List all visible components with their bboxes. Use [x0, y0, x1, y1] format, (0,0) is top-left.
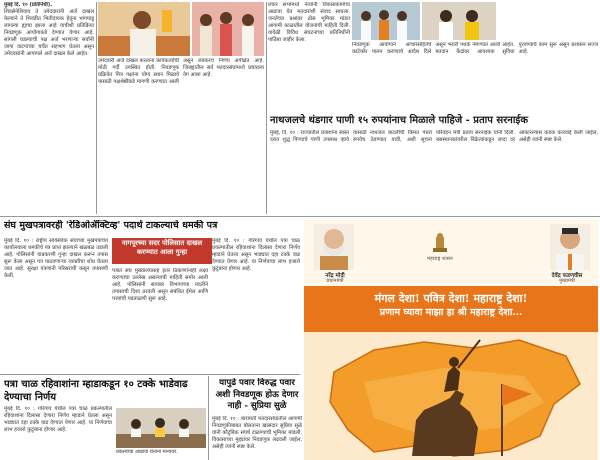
headline-nathjal: नाथजलचे थंडगार पाणी १५ रुपयांनाच मिळाले पाहिजे - प्रताप सरनाईक — [270, 115, 529, 126]
article-patra-body — [4, 406, 112, 460]
photo-delegation — [352, 2, 420, 40]
article-body: उमेदवारी अर्ज दाखल करताना कार्यकर्त्यांची मोठी गर्दी उपस्थित होती. निवडणूक प्रक्रियेत मित्र पक्षांना योग्य स्थान मिळावे यासाठी पक्षश्रेष्ठींकडे मागणी करण्यात आली असून लवकरच निर्णय अपेक्षित आहे. जिल्ह्यातील सर्व मतदारसंघांमध्ये प्रचाराला वेग आला आहे. — [98, 58, 264, 85]
article-body: मुंबई दि. १० : बारामती मतदारसंघातील आगामी निवडणुकीबाबत बोलताना खासदार सुप्रिया सुळे यांनी कौटुंबिक संघर्ष टाळण्याची भूमिका मांडली. विकासाच्या मुद्द्यांवर निवडणूक लढवली जाईल, असेही त्यांनी स्पष्ट केले. — [212, 416, 302, 450]
article-body: मुंबई, दि. १० : राज्यातील प्रवाशांना स्वस्त दरात शुद्ध पिण्याचे पाणी उपलब्ध व्हावे यासाठी नाथजल बाटलीची किंमत पंधरा रुपयेच ठेवण्यात यावी, अशी सूचना परिवहन मंत्री प्रताप सरनाईक यांनी दिली. बसस्थानकांवरील विक्रेत्यांकडून जादा दर आकारल्यास कडक कारवाई केली जाईल, असेही त्यांनी स्पष्ट केले. — [270, 130, 598, 143]
photo-caption: प्रकल्पाचा आढावा घेताना मान्यवर. — [116, 449, 178, 455]
photo-politician-speaking — [98, 2, 190, 56]
photo-group-ceremony — [192, 2, 264, 56]
headline-patra-chawl: पत्रा चाळ रहिवाशांना म्हाडाकडून १० टक्के भाडेवाढ देण्याचा निर्णय — [4, 379, 188, 403]
article-top-right-a — [268, 2, 350, 108]
article-pawar-body — [212, 416, 302, 460]
leader-right-photo — [550, 224, 590, 270]
article-rss-col3 — [212, 238, 300, 372]
article-body: मुंबई दि. १० : गोरेगाव येथील पत्रा चाळ प्रकल्पातील रहिवाशांना दिलासा देणारा निर्णय म्हाडाने घेतला असून भाड्यात दहा टक्के वाढ देण्यात येणार आहे. या निर्णयाचा लाभ हजारो कुटुंबांना होणार आहे. — [4, 406, 112, 433]
article-top-left — [4, 2, 94, 214]
maharashtra-map-artwork — [304, 332, 598, 460]
article-body: शिवसेनेशिवाय ते उमेदवारांनी अर्ज दाखल केल्याने ते भिवंडीत भितीदायक हेतूंना भागपाडू लागल्या ह्याचा झाला आहे याचीशी प्रतिक्रिया निवडणूक आयोगाकडे देण्यात येणार आहे. सांगली घडल्याची पक्ष अर्ज भरणाऱ्या सर्वांनी जागा वाटपाच्या चर्चेत सहभाग घेतला असून उमेदवारांनी आपापले अर्ज दाखल केले आहेत. — [4, 9, 94, 57]
dateline: मुंबई दि. १० (प्रतिनिधी). — [4, 2, 53, 8]
leader-right-title: मुख्यमंत्री — [559, 278, 575, 284]
article-rss-col2 — [112, 268, 208, 372]
article-top-mid — [98, 58, 264, 214]
nagpur-police-box: नागपूरच्या सदर पोलिसात दाखल करण्यात आला गुन्हा — [112, 238, 212, 264]
article-nathjal-body — [270, 130, 598, 214]
photo-official — [422, 2, 496, 40]
article-rss-body — [4, 238, 108, 372]
leader-left-photo — [314, 224, 354, 270]
article-body: मुंबई दि. १० : राष्ट्रीय स्वयंसेवक संघाच्या मुखपत्राच्या कार्यालयाला धमकीचे पत्र प्राप्त झाल्याने खळबळ उडाली आहे. पोलिसांनी याप्रकरणी गुन्हा दाखल करून तपास सुरू केला असून पत्र पाठवणाऱ्या व्यक्तीचा शोध घेतला जात आहे. सुरक्षा यंत्रणांनी परिसराची कसून तपासणी केली. — [4, 238, 108, 279]
tagline-line2: प्रणाम घ्यावा माझा हा श्री महाराष्ट्र देशा... — [379, 307, 523, 318]
banner-tagline — [304, 291, 598, 320]
photo-meeting — [116, 408, 206, 448]
leader-left-title: प्रधानमंत्री — [326, 278, 344, 284]
state-emblem-icon — [430, 228, 450, 254]
emblem-label: महाराष्ट्र शासन — [427, 256, 453, 262]
article-body: निवडणूक आयोगाने आचारसंहितेचे काटेकोर पालन करण्याचे आदेश दिले असून भरारी पथके नेमण्यात आली आहेत. मतदान केंद्रांवर आवश्यक सुविधा पुरवण्याचे काम सुरू असून प्रशासन सज्ज आहे. — [352, 42, 598, 55]
article-body: मुंबई दि. १० : गोरेगाव येथील पत्रा चाळ प्रकल्पातील रहिवाशांना दिलासा देणारा निर्णय म्हाडाने घेतला असून भाड्यात दहा टक्के वाढ देण्यात येणार आहे. या निर्णयाचा लाभ हजारो कुटुंबांना होणार आहे. — [212, 238, 300, 272]
tagline-line1: मंगल देशा! पवित्र देशा! महाराष्ट्र देशा! — [374, 292, 528, 305]
article-body: प्रचार सभांमध्ये नेत्यांनी विकासकामांचा आढावा घेत मतदारांशी संवाद साधला. जनतेच्या प्रश्नांवर ठोस भूमिका मांडत आगामी काळातील योजनांची माहिती दिली. यावेळी विविध संघटनांच्या प्रतिनिधींनी पाठिंबा जाहीर केला. — [268, 2, 350, 43]
leader-right-name: देवेंद्र फडणवीस — [551, 273, 583, 279]
headline-rss-threat: संघ मुखपत्रावरही 'रेडिओॲक्टिव्ह' पदार्थ टाकल्याचे धमकी पत्र — [4, 220, 218, 231]
article-top-right-b — [352, 42, 598, 112]
leader-left-name: नरेंद्र मोदी — [325, 273, 345, 279]
article-body: पत्रात संघ मुख्यालयासह इतर ठिकाणांनाही लक्ष्य करण्याचा उल्लेख असल्याची माहिती समोर आली आहे. पोलिसांनी सायबर विभागाच्या मदतीने तपासाची दिशा ठरवली असून संबंधित ईमेल आणि पत्त्यांची पडताळणी सुरू आहे. — [112, 268, 208, 302]
headline-pawar: यापुढे पवार विरुद्ध पवार अशी निवडणूक होऊ देणार नाही - सुप्रिया सुळे — [215, 378, 299, 411]
government-advertisement — [304, 220, 598, 460]
